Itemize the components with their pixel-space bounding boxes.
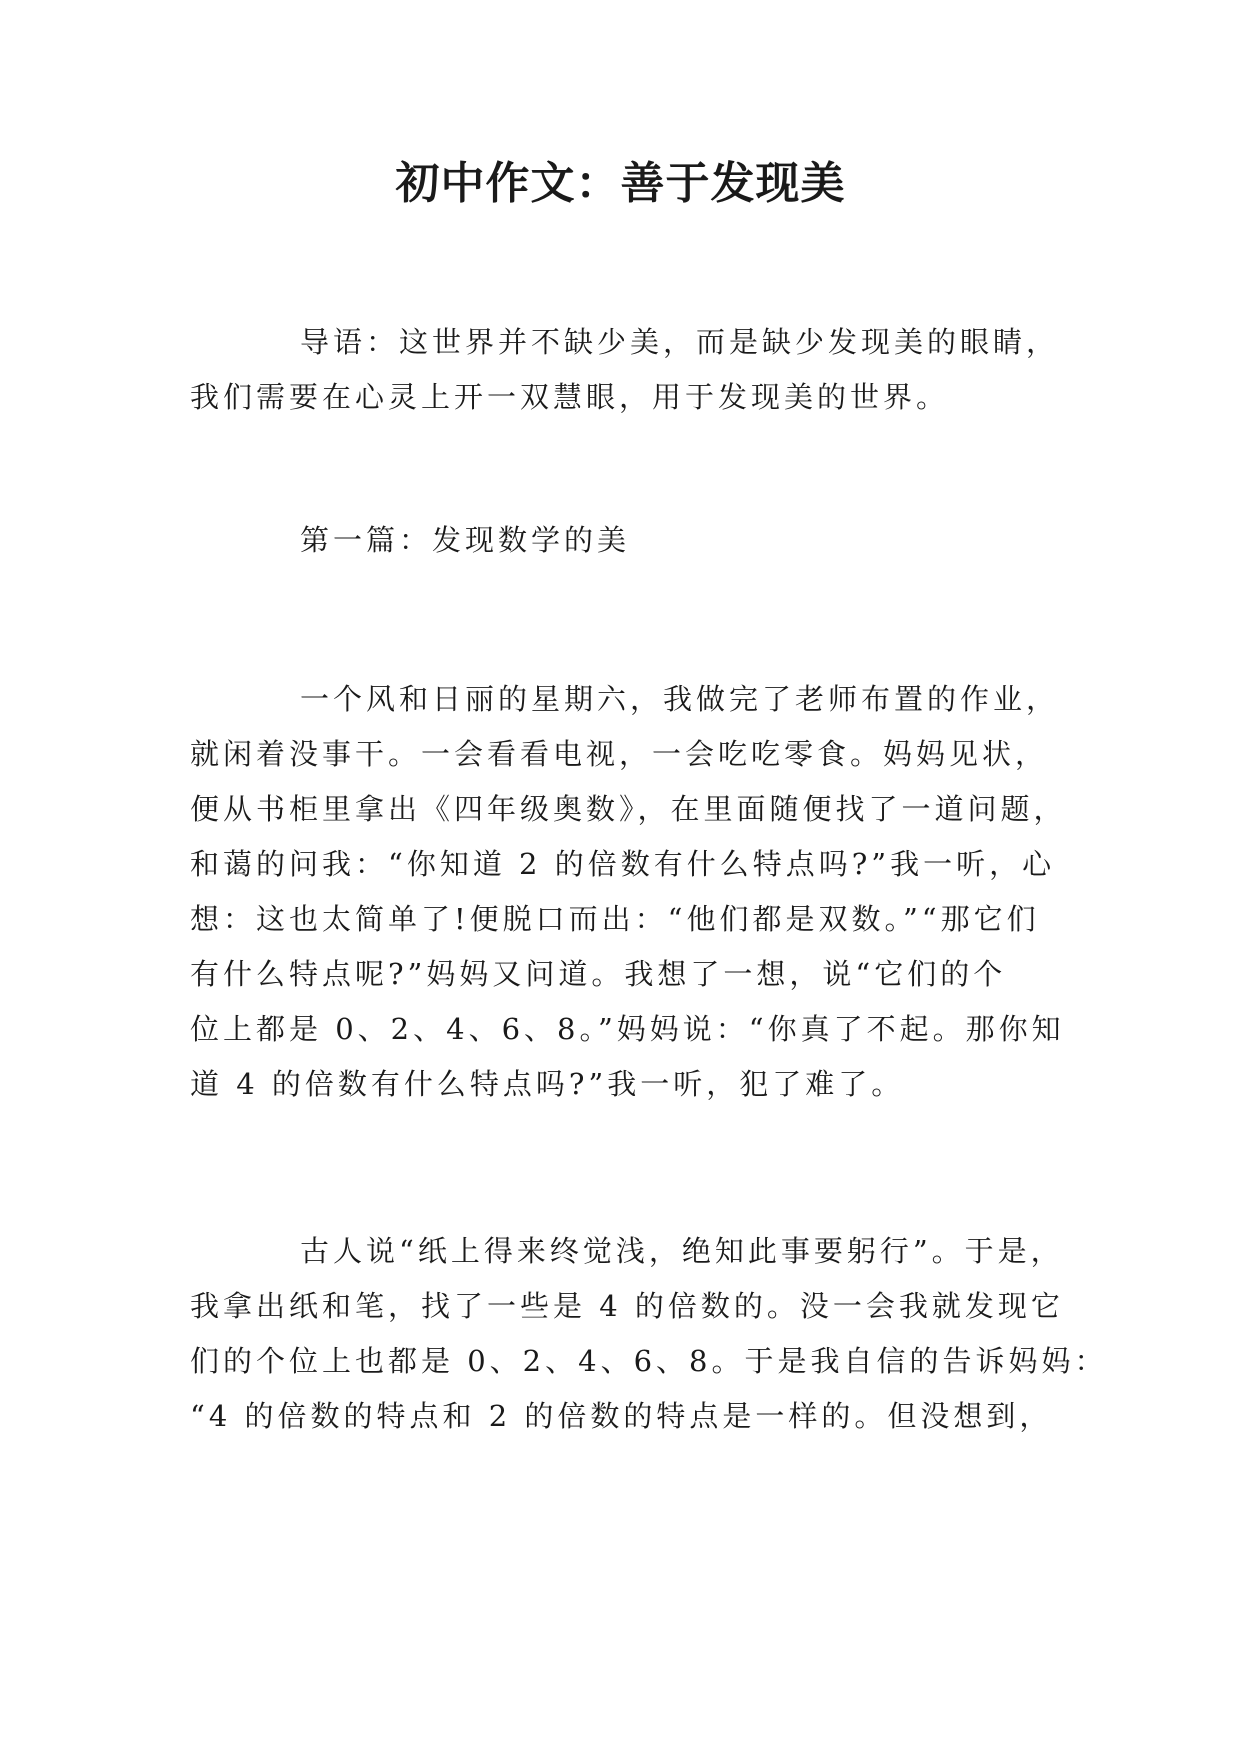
- body-paragraph-1: [190, 672, 1067, 1112]
- section-heading-text: 第一篇：发现数学的美: [300, 523, 631, 557]
- paragraph-line: 便从书柜里拿出《四年级奥数》，在里面随便找了一道问题，: [190, 792, 1067, 826]
- paragraph-line: 和蔼的问我：“你知道 2 的倍数有什么特点吗?”我一听，心: [190, 847, 1056, 881]
- paragraph-line: 想：这也太简单了!便脱口而出：“他们都是双数。”“那它们: [190, 902, 1040, 936]
- section-heading: [190, 513, 630, 568]
- paragraph-line: 有什么特点呢?”妈妈又问道。我想了一想，说“它们的个: [190, 957, 1007, 991]
- paragraph-line: 位上都是 0、2、4、6、8。”妈妈说：“你真了不起。那你知: [190, 1012, 1065, 1046]
- paragraph-line: “4 的倍数的特点和 2 的倍数的特点是一样的。但没想到，: [190, 1399, 1053, 1433]
- paragraph-line: 就闲着没事干。一会看看电视，一会吃吃零食。妈妈见状，: [190, 737, 1049, 771]
- intro-line: 我们需要在心灵上开一双慧眼，用于发现美的世界。: [190, 380, 950, 414]
- intro-line: 导语：这世界并不缺少美，而是缺少发现美的眼睛，: [300, 325, 1060, 359]
- paragraph-line: 古人说“纸上得来终觉浅，绝知此事要躬行”。于是，: [300, 1234, 1064, 1268]
- intro-paragraph: [190, 315, 1059, 425]
- paragraph-line: 道 4 的倍数有什么特点吗?”我一听，犯了难了。: [190, 1067, 905, 1101]
- document-title: 初中作文：善于发现美: [395, 158, 846, 209]
- paragraph-line: 我拿出纸和笔，找了一些是 4 的倍数的。没一会我就发现它: [190, 1289, 1064, 1323]
- paragraph-line: 一个风和日丽的星期六，我做完了老师布置的作业，: [300, 682, 1060, 716]
- body-paragraph-2: [190, 1224, 1107, 1444]
- paragraph-line: 们的个位上也都是 0、2、4、6、8。于是我自信的告诉妈妈：: [190, 1344, 1108, 1378]
